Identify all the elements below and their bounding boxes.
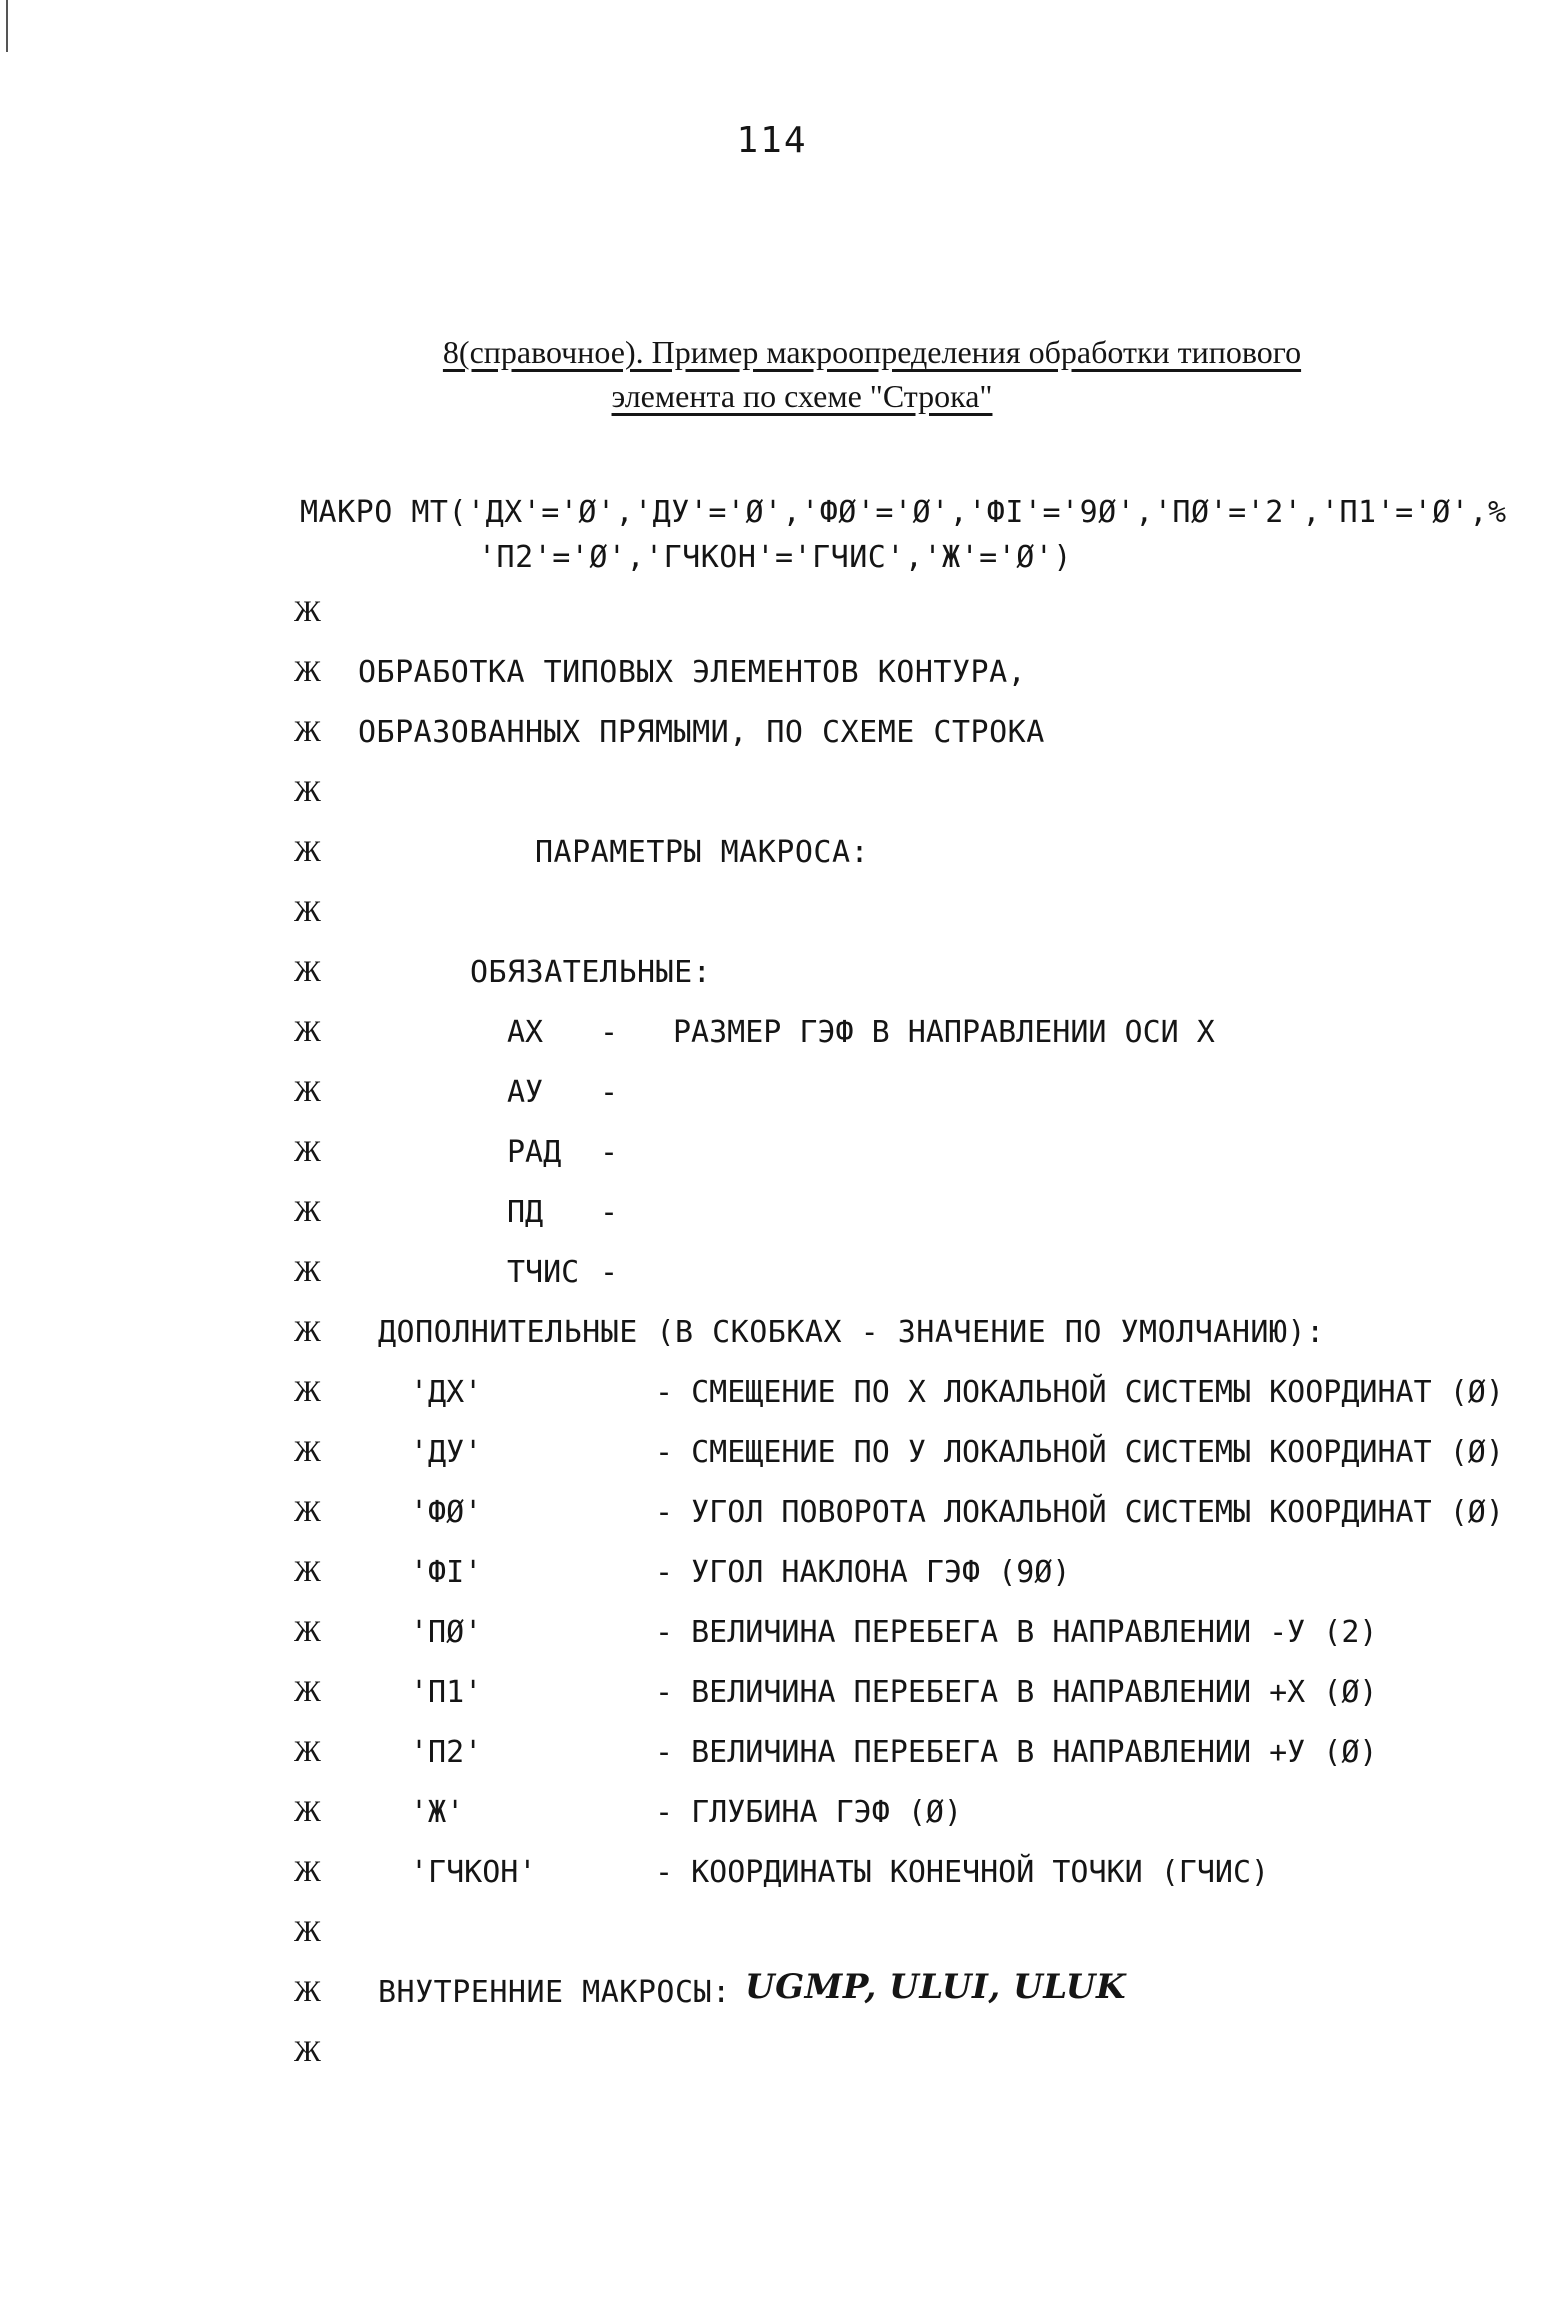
comment-mark: Ж [294,1075,321,1108]
comment-mark: Ж [294,1015,321,1048]
scan-edge-mark [6,0,8,52]
comment-mark: Ж [294,1315,321,1348]
required-param-dash: - [600,1195,619,1230]
comment-mark: Ж [294,595,321,628]
comment-line-2: ОБРАЗОВАННЫХ ПРЯМЫМИ, ПО СХЕМЕ СТРОКА [358,715,1045,750]
comment-mark: Ж [294,1195,321,1228]
optional-param-name: 'Ж' [410,1795,465,1830]
required-param-desc: РАЗМЕР ГЭФ В НАПРАВЛЕНИИ ОСИ Х [673,1015,1215,1050]
params-title: ПАРАМЕТРЫ МАКРОСА: [535,835,870,870]
required-param-name: РАД [507,1135,562,1170]
comment-mark: Ж [294,1615,321,1648]
optional-param-name: 'ПØ' [410,1615,483,1650]
comment-mark: Ж [294,1495,321,1528]
internal-macros-value: UGMP, ULUI, ULUK [745,1967,1127,2007]
required-params-title: ОБЯЗАТЕЛЬНЫЕ: [470,955,712,990]
optional-param-desc: - ГЛУБИНА ГЭФ (Ø) [655,1795,963,1830]
comment-mark: Ж [294,1555,321,1588]
appendix-heading-line-2: элемента по схеме "Строка" [611,378,993,414]
optional-param-desc: - СМЕЩЕНИЕ ПО Х ЛОКАЛЬНОЙ СИСТЕМЫ КООРДИНАТ (Ø) [655,1375,1504,1410]
comment-line-1: ОБРАБОТКА ТИПОВЫХ ЭЛЕМЕНТОВ КОНТУРА, [358,655,1027,690]
required-param-name: ПД [507,1195,544,1230]
optional-param-desc: - ВЕЛИЧИНА ПЕРЕБЕГА В НАПРАВЛЕНИИ +Х (Ø) [655,1675,1378,1710]
required-param-name: ТЧИС [507,1255,580,1290]
comment-mark: Ж [294,1855,321,1888]
comment-mark: Ж [294,1255,321,1288]
required-param-name: АУ [507,1075,544,1110]
optional-param-desc: - ВЕЛИЧИНА ПЕРЕБЕГА В НАПРАВЛЕНИИ -У (2) [655,1615,1378,1650]
optional-param-name: 'ФI' [410,1555,483,1590]
comment-mark: Ж [294,1375,321,1408]
required-param-name: АХ [507,1015,544,1050]
optional-param-name: 'ДХ' [410,1375,483,1410]
page-number: 114 [736,120,808,161]
optional-param-desc: - СМЕЩЕНИЕ ПО У ЛОКАЛЬНОЙ СИСТЕМЫ КООРДИНАТ (Ø) [655,1435,1504,1470]
comment-mark: Ж [294,1435,321,1468]
comment-mark: Ж [294,1915,321,1948]
comment-mark: Ж [294,835,321,868]
optional-param-desc: - УГОЛ НАКЛОНА ГЭФ (9Ø) [655,1555,1071,1590]
comment-mark: Ж [294,655,321,688]
comment-mark: Ж [294,895,321,928]
macro-header-line-2: 'П2'='Ø','ГЧКОН'='ГЧИС','Ж'='Ø') [478,540,1072,575]
comment-mark: Ж [294,2035,321,2068]
macro-header-line-1: МАКРО МТ('ДХ'='Ø','ДУ'='Ø','ФØ'='Ø','ФI'='9Ø','ПØ'='2','П1'='Ø',% [300,495,1507,530]
comment-mark: Ж [294,775,321,808]
comment-mark: Ж [294,955,321,988]
required-param-dash: - [600,1255,619,1290]
required-param-dash: - [600,1075,619,1110]
optional-param-name: 'П2' [410,1735,483,1770]
comment-mark: Ж [294,715,321,748]
internal-macros-label: ВНУТРЕННИЕ МАКРОСЫ: [378,1975,731,2010]
required-param-dash: - [600,1015,619,1050]
optional-param-name: 'ФØ' [410,1495,483,1530]
comment-mark: Ж [294,1795,321,1828]
optional-param-desc: - КООРДИНАТЫ КОНЕЧНОЙ ТОЧКИ (ГЧИС) [655,1855,1270,1890]
appendix-heading-line-1: 8(справочное). Пример макроопределения обработки типового [442,334,1302,370]
optional-params-title: ДОПОЛНИТЕЛЬНЫЕ (В СКОБКАХ - ЗНАЧЕНИЕ ПО УМОЛЧАНИЮ): [378,1315,1325,1350]
comment-mark: Ж [294,1135,321,1168]
comment-mark: Ж [294,1975,321,2008]
comment-mark: Ж [294,1675,321,1708]
comment-mark: Ж [294,1735,321,1768]
optional-param-name: 'ДУ' [410,1435,483,1470]
optional-param-desc: - ВЕЛИЧИНА ПЕРЕБЕГА В НАПРАВЛЕНИИ +У (Ø) [655,1735,1378,1770]
optional-param-desc: - УГОЛ ПОВОРОТА ЛОКАЛЬНОЙ СИСТЕМЫ КООРДИНАТ (Ø) [655,1495,1504,1530]
optional-param-name: 'П1' [410,1675,483,1710]
required-param-dash: - [600,1135,619,1170]
optional-param-name: 'ГЧКОН' [410,1855,537,1890]
